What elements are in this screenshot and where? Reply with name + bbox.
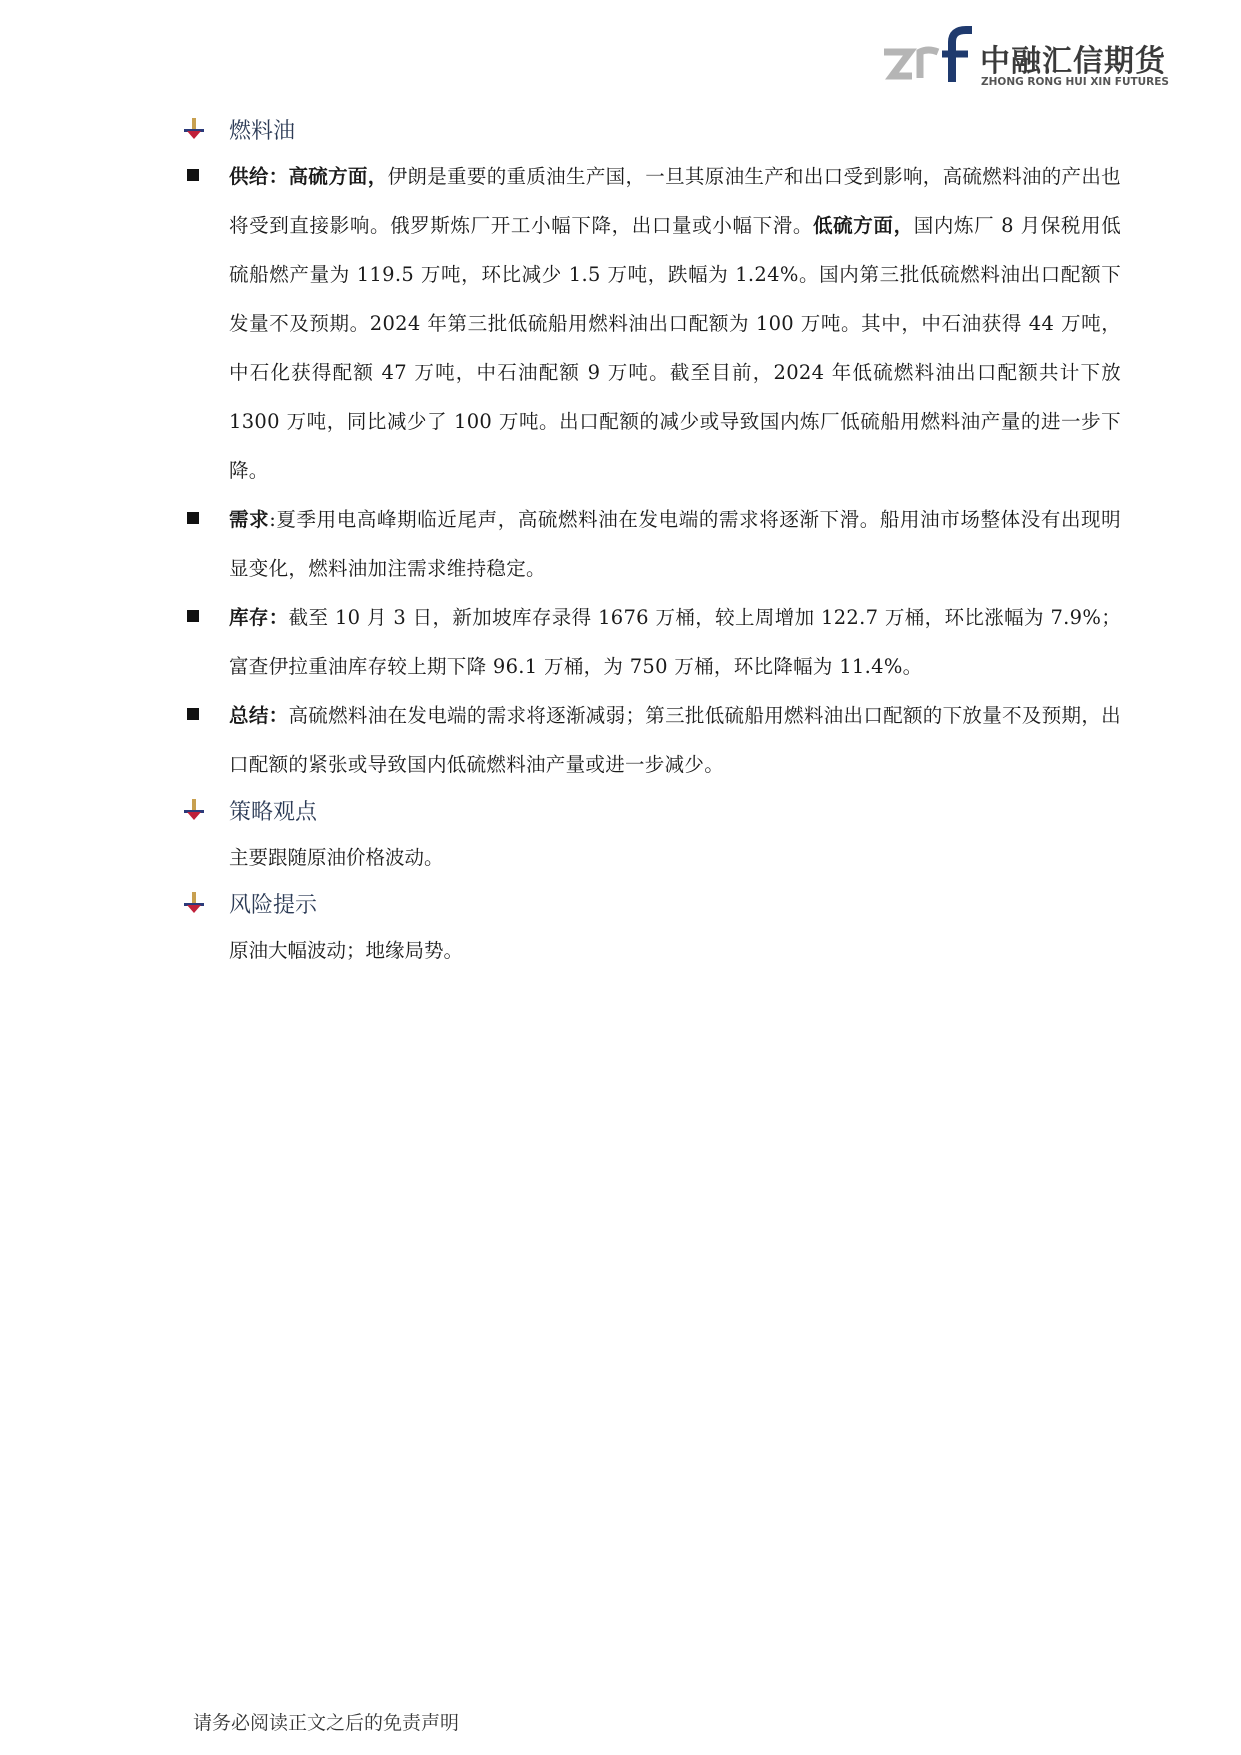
summary-label: 总结： (229, 704, 289, 727)
section-title: 策略观点 (229, 800, 318, 825)
strategy-text: 主要跟随原油价格波动。 (229, 846, 444, 869)
demand-paragraph (229, 495, 1121, 593)
supply-paragraph (229, 152, 1121, 495)
summary-text: 高硫燃料油在发电端的需求将逐渐减弱；第三批低硫船用燃料油出口配额的下放量不及预期，出口配额的紧张或导致国内低硫燃料油产量或进一步减少。 (229, 704, 1121, 776)
demand-label: 需求 (229, 508, 270, 531)
report-body (0, 108, 1241, 975)
square-bullet-icon (187, 169, 199, 181)
zrf-logo-icon (880, 26, 980, 88)
inventory-paragraph (229, 593, 1121, 691)
supply-text-low: 国内炼厂 8 月保税用低硫船燃产量为 119.5 万吨，环比减少 1.5 万吨，跌幅为 1.24%。国内第三批低硫燃料油出口配额下发量不及预期。2024 年第三批低硫船用燃料油出口配额为 100 万吨。其中，中石油获得 44 万吨，中石化获得配额 47 万吨，中石油配额 9 万吨。截至目前，2024 年低硫燃料油出口配额共计下放 1300 万吨，同比减少了 100 万吨。出口配额的减少或导致国内炼厂低硫船用燃料油产量的进一步下降。 (229, 214, 1122, 482)
supply-text-high: 伊朗是重要的重质油生产国，一旦其原油生产和出口受到影响，高硫燃料油的产出也将受到直接影响。俄罗斯炼厂开工小幅下降，出口量或小幅下滑。 (229, 165, 1121, 237)
down-arrow-bullet-icon (184, 892, 204, 914)
section-heading-risk (0, 882, 1241, 926)
section-title: 风险提示 (229, 893, 318, 918)
square-bullet-icon (187, 708, 199, 720)
bullet-supply (0, 152, 1241, 495)
disclaimer-footer: 请务必阅读正文之后的免责声明 (193, 1712, 460, 1734)
square-bullet-icon (187, 610, 199, 622)
bullet-summary (0, 691, 1241, 789)
brand-name-cn: 中融汇信期货 (980, 44, 1166, 79)
summary-paragraph (229, 691, 1121, 789)
square-bullet-icon (187, 512, 199, 524)
high-sulfur-label: 高硫方面， (288, 165, 388, 188)
down-arrow-bullet-icon (184, 118, 204, 140)
inventory-text: 截至 10 月 3 日，新加坡库存录得 1676 万桶，较上周增加 122.7 万桶，环比涨幅为 7.9%；富查伊拉重油库存较上期下降 96.1 万桶，为 750 万桶，环比降幅为 11.4%。 (229, 606, 1121, 678)
supply-label: 供给： (229, 165, 289, 188)
section-heading-strategy (0, 789, 1241, 833)
section-heading-fuel-oil (0, 108, 1241, 152)
bullet-inventory (0, 593, 1241, 691)
brand-logo (880, 26, 1170, 96)
brand-name-en: ZHONG RONG HUI XIN FUTURES (981, 76, 1169, 88)
demand-text: :夏季用电高峰期临近尾声，高硫燃料油在发电端的需求将逐渐下滑。船用油市场整体没有出现明显变化，燃料油加注需求维持稳定。 (229, 508, 1121, 580)
bullet-demand (0, 495, 1241, 593)
risk-text: 原油大幅波动；地缘局势。 (229, 939, 464, 962)
low-sulfur-label: 低硫方面， (813, 214, 914, 237)
section-title: 燃料油 (229, 119, 296, 144)
inventory-label: 库存： (229, 606, 289, 629)
down-arrow-bullet-icon (184, 799, 204, 821)
